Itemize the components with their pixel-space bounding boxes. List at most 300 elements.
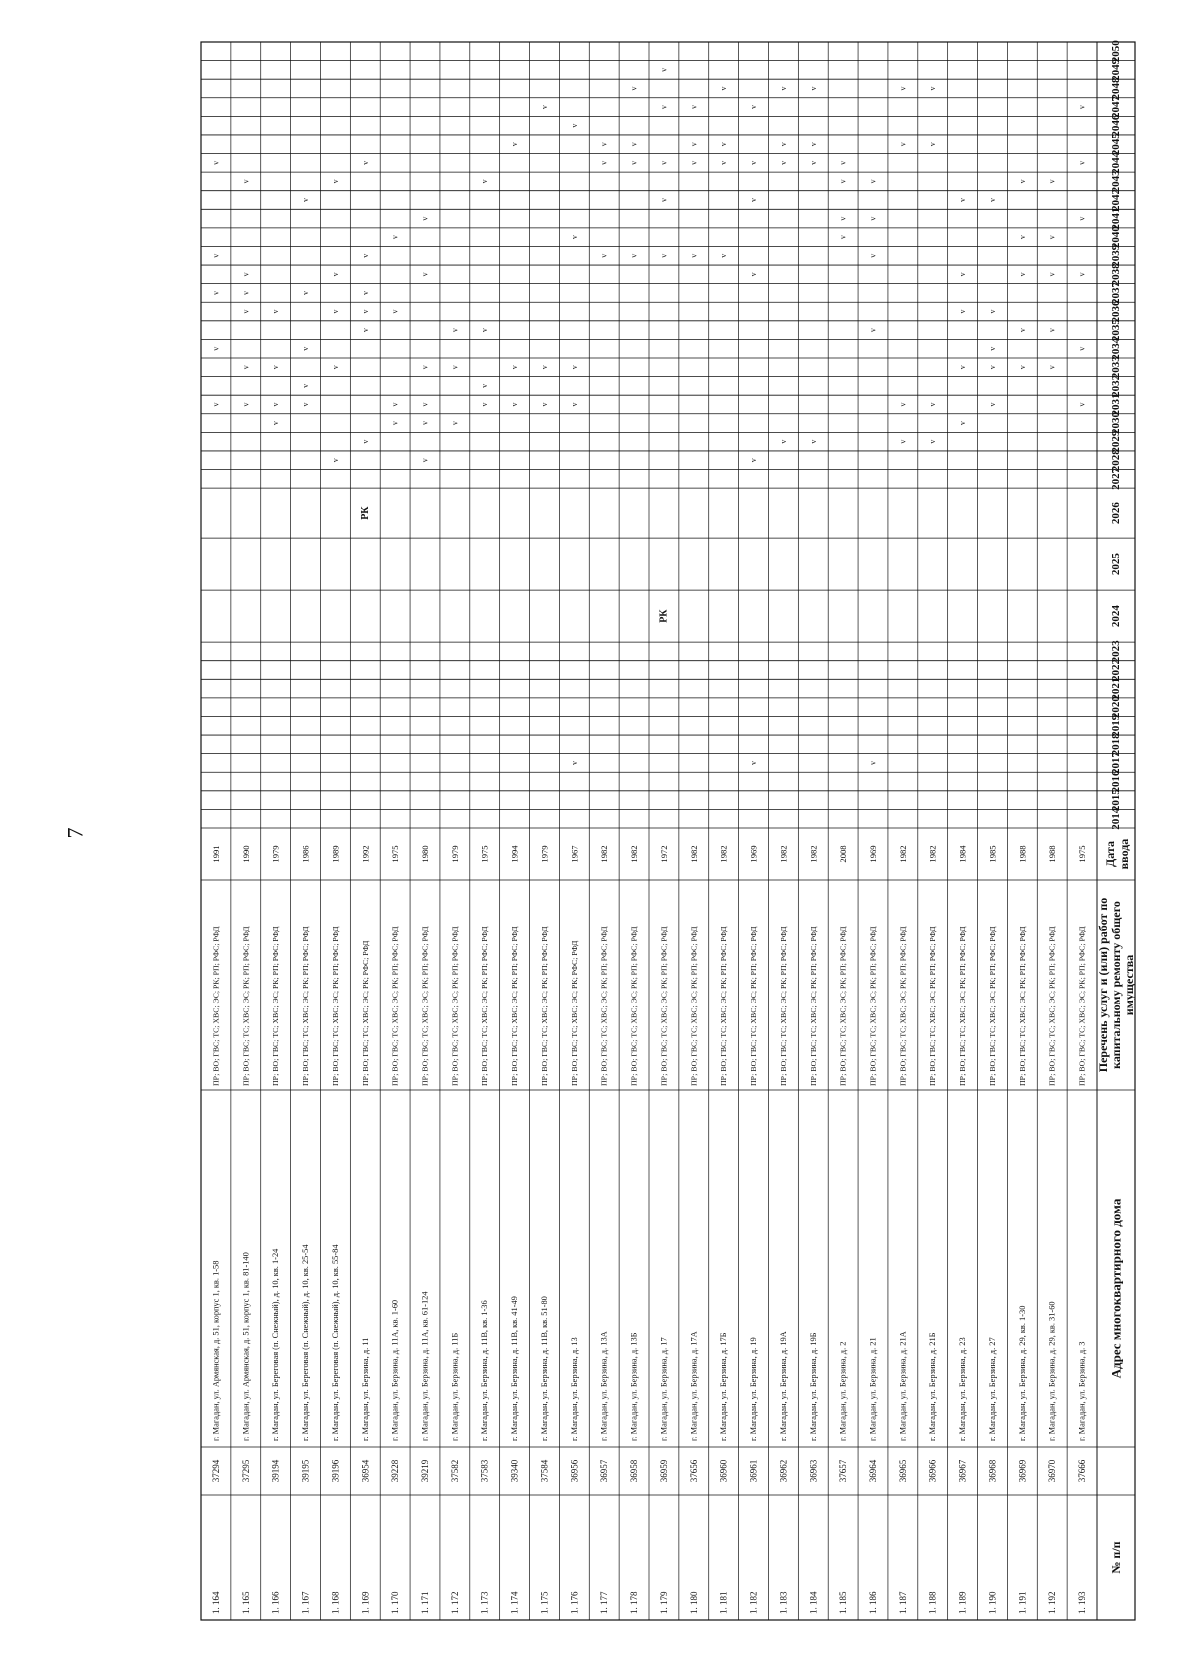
row-date: 1967 (569, 845, 580, 863)
work-mark-2033: v (987, 365, 997, 370)
row-code: 36957 (599, 1459, 610, 1483)
row-date: 1990 (240, 845, 251, 863)
row-date: 1982 (629, 845, 640, 863)
row-works: ПР; ВО; ГВС; ТС; ХВС; ЭС; РК; РП; РФС; РФД (510, 926, 520, 1086)
work-mark-2039: v (360, 253, 370, 258)
row-code: 36963 (808, 1459, 819, 1483)
row-number: 1. 169 (360, 1591, 371, 1614)
work-mark-2044: v (1077, 160, 1087, 165)
work-mark-2044: v (629, 160, 639, 165)
header-year-2022: 2022 (1110, 659, 1122, 681)
row-code: 37584 (539, 1459, 550, 1483)
work-mark-2036: v (958, 309, 968, 314)
row-number: 1. 185 (838, 1591, 849, 1614)
work-mark-2031: v (510, 402, 520, 407)
table-row (330, 179, 340, 1614)
work-mark-2033: v (958, 365, 968, 370)
row-works: ПР; ВО; ГВС; ТС; ХВС; ЭС; РК; РП; РФС; РФД (420, 926, 430, 1086)
row-code: 36964 (868, 1459, 878, 1483)
work-mark-2037: v (301, 290, 311, 295)
row-address: г. Магадан, ул. Армянская, д. 51, корпус 1, кв. 81-140 (241, 1252, 251, 1441)
work-mark-2045: v (719, 142, 729, 147)
row-number: 1. 187 (897, 1591, 908, 1614)
work-mark-2044: v (778, 160, 788, 165)
header-year-2014: 2014 (1110, 807, 1122, 830)
header-date-line: Дата (1103, 841, 1117, 867)
header-works-line: Перечень услуг и (или) работ по (1096, 897, 1110, 1073)
work-mark-2035: v (480, 328, 490, 333)
row-code: 36969 (1017, 1459, 1028, 1483)
table-row (719, 86, 729, 1614)
work-mark-2040: v (1047, 235, 1057, 240)
row-works: ПР; ВО; ГВС; ТС; ХВС; ЭС; РК; РП; РФС; РФД (868, 926, 878, 1086)
work-mark-2029: v (778, 439, 788, 444)
row-number: 1. 168 (330, 1591, 341, 1614)
work-mark-2044: v (808, 160, 818, 165)
work-mark-2044: v (659, 160, 669, 165)
work-mark-2045: v (778, 142, 788, 147)
work-mark-2031: v (301, 402, 311, 407)
work-mark-2046: v (569, 123, 579, 128)
work-mark-2033: v (241, 365, 251, 370)
header-year-2028: 2028 (1110, 449, 1122, 472)
work-mark-2024: РК (658, 609, 670, 623)
work-mark-2036: v (390, 309, 400, 314)
row-address: г. Магадан, ул. Берзина, д. 27 (987, 1337, 997, 1441)
row-works: ПР; ВО; ГВС; ТС; ХВС; ЭС; РК; РП; РФС; РФД (808, 926, 818, 1086)
table-row (1017, 179, 1027, 1614)
work-mark-2031: v (1077, 402, 1087, 407)
work-mark-2035: v (450, 328, 460, 333)
work-mark-2033: v (420, 365, 430, 370)
header-works-line: капитальному ремонту общего (1109, 901, 1123, 1069)
work-mark-2042: v (987, 198, 997, 202)
work-mark-2038: v (1047, 272, 1057, 277)
work-mark-2039: v (659, 253, 669, 258)
work-mark-2047: v (689, 105, 699, 110)
work-mark-2039: v (868, 253, 878, 258)
work-mark-2033: v (271, 365, 281, 370)
work-mark-2034: v (211, 346, 221, 351)
row-address: г. Магадан, ул. Берзина, д. 3 (1077, 1341, 1087, 1441)
work-mark-2048: v (629, 86, 639, 91)
row-code: 39340 (509, 1459, 520, 1483)
work-mark-2031: v (539, 402, 549, 407)
row-date: 1979 (449, 845, 460, 863)
row-address: г. Магадан, ул. Берзина, д. 29, кв. 31-60 (1047, 1301, 1057, 1441)
header-year-2020: 2020 (1110, 696, 1122, 719)
work-mark-2026: РК (359, 506, 371, 520)
row-works: ПР; ВО; ГВС; ТС; ХВС; ЭС; РК; РП; РФС; РФД (1047, 926, 1057, 1086)
work-mark-2043: v (330, 179, 340, 184)
table-row (301, 198, 311, 1614)
row-number: 1. 172 (449, 1591, 460, 1614)
row-number: 1. 189 (957, 1591, 968, 1614)
row-number: 1. 193 (1077, 1591, 1088, 1614)
work-mark-2044: v (689, 160, 699, 165)
header-year-2019: 2019 (1110, 714, 1122, 737)
row-address: г. Магадан, ул. Берзина, д. 29, кв. 1-30 (1017, 1305, 1027, 1441)
work-mark-2043: v (838, 179, 848, 184)
row-number: 1. 182 (748, 1591, 759, 1614)
row-works: ПР; ВО; ГВС; ТС; ХВС; ЭС; РК; РП; РФС; РФД (898, 926, 908, 1086)
row-address: г. Магадан, ул. Берзина, д. 17А (689, 1331, 699, 1441)
row-address: г. Магадан, ул. Береговая (п. Снежный), д. 10, кв. 1-24 (271, 1248, 281, 1441)
header-year-2029: 2029 (1110, 430, 1122, 453)
work-mark-2031: v (390, 402, 400, 407)
work-mark-2043: v (868, 179, 878, 184)
table-row (1047, 179, 1057, 1614)
row-works: ПР; ВО; ГВС; ТС; ХВС; ЭС; РК; РФС; РФД (569, 940, 579, 1086)
work-mark-2039: v (211, 253, 221, 258)
row-address: г. Магадан, ул. Берзина, д. 11Б (450, 1332, 460, 1441)
row-address: г. Магадан, ул. Берзина, д. 11В, кв. 51-80 (539, 1296, 549, 1441)
work-mark-2038: v (1077, 272, 1087, 277)
row-works: ПР; ВО; ГВС; ТС; ХВС; ЭС; РК; РП; РФС; РФД (1017, 926, 1027, 1086)
work-mark-2048: v (778, 86, 788, 91)
header-year-2027: 2027 (1110, 467, 1122, 490)
work-mark-2030: v (420, 421, 430, 426)
table-row (658, 68, 669, 1614)
row-works: ПР; ВО; ГВС; ТС; ХВС; ЭС; РК; РП; РФС; РФД (838, 926, 848, 1086)
row-works: ПР; ВО; ГВС; ТС; ХВС; ЭС; РК; РП; РФС; РФД (271, 926, 281, 1086)
row-date: 1988 (1017, 845, 1028, 863)
row-address: г. Магадан, ул. Берзина, д. 23 (958, 1337, 968, 1441)
work-mark-2040: v (569, 235, 579, 240)
table-row (928, 86, 938, 1614)
header-year-2043: 2043 (1110, 170, 1122, 193)
work-mark-2039: v (689, 253, 699, 258)
row-date: 2008 (838, 845, 849, 863)
table-row (778, 86, 788, 1614)
work-mark-2032: v (301, 383, 311, 388)
row-number: 1. 170 (390, 1591, 401, 1614)
work-mark-2039: v (599, 253, 609, 258)
work-mark-2017: v (749, 760, 759, 765)
row-address: г. Магадан, ул. Берзина, д. 11А, кв. 61-124 (420, 1291, 430, 1441)
header-year-2041: 2041 (1110, 207, 1122, 230)
row-date: 1972 (658, 845, 669, 863)
header-year-2034: 2034 (1110, 337, 1122, 360)
row-number: 1. 173 (479, 1591, 490, 1614)
row-number: 1. 174 (509, 1591, 520, 1614)
row-date: 1982 (688, 845, 699, 863)
row-works: ПР; ВО; ГВС; ТС; ХВС; ЭС; РК; РП; РФС; РФД (480, 926, 490, 1086)
header-year-2026: 2026 (1110, 502, 1122, 525)
row-date: 1982 (897, 845, 908, 863)
row-code: 37294 (210, 1459, 221, 1483)
row-code: 36960 (718, 1459, 729, 1483)
work-mark-2047: v (1077, 105, 1087, 110)
table-row (450, 328, 460, 1614)
table-row (1077, 105, 1087, 1614)
work-mark-2045: v (629, 142, 639, 147)
header-year-2016: 2016 (1110, 770, 1122, 793)
row-works: ПР; ВО; ГВС; ТС; ХВС; ЭС; РК; РП; РФС; РФД (719, 926, 729, 1086)
row-address: г. Магадан, ул. Береговая (п. Снежный), д. 10, кв. 25-54 (301, 1244, 311, 1441)
work-mark-2045: v (599, 142, 609, 147)
row-code: 39219 (420, 1459, 430, 1483)
table-row (241, 179, 251, 1614)
work-mark-2048: v (898, 86, 908, 91)
row-number: 1. 176 (569, 1591, 580, 1614)
header-year-2035: 2035 (1110, 319, 1122, 342)
work-mark-2042: v (659, 198, 669, 202)
row-code: 36958 (629, 1459, 640, 1483)
work-mark-2039: v (629, 253, 639, 258)
row-address: г. Магадан, ул. Берзина, д. 11 (360, 1337, 370, 1441)
table-row (271, 310, 281, 1614)
work-mark-2044: v (360, 160, 370, 165)
work-mark-2045: v (898, 142, 908, 147)
work-mark-2028: v (420, 458, 430, 463)
header-year-2046: 2046 (1110, 114, 1122, 137)
work-mark-2049: v (659, 67, 669, 72)
row-code: 36954 (360, 1459, 371, 1483)
header-date-line: ввода (1117, 838, 1131, 870)
row-date: 1985 (987, 845, 998, 863)
table-row (569, 124, 579, 1614)
table-row (958, 198, 968, 1614)
work-mark-2041: v (838, 216, 848, 221)
row-number: 1. 171 (420, 1591, 430, 1614)
work-mark-2044: v (211, 160, 221, 165)
work-mark-2029: v (808, 439, 818, 444)
row-address: г. Магадан, ул. Берзина, д. 2 (838, 1341, 848, 1441)
work-mark-2031: v (211, 402, 221, 407)
work-mark-2043: v (480, 179, 490, 184)
row-works: ПР; ВО; ГВС; ТС; ХВС; ЭС; РК; РП; РФС; РФД (987, 926, 997, 1086)
work-mark-2034: v (301, 346, 311, 351)
row-code: 36956 (569, 1459, 580, 1483)
work-mark-2036: v (241, 309, 251, 314)
work-mark-2045: v (689, 142, 699, 147)
row-code: 36959 (658, 1459, 669, 1483)
row-address: г. Магадан, ул. Берзина, д. 11А, кв. 1-60 (390, 1299, 400, 1441)
work-mark-2034: v (1077, 346, 1087, 351)
row-number: 1. 186 (868, 1591, 878, 1614)
row-date: 1982 (927, 845, 938, 863)
work-mark-2044: v (599, 160, 609, 165)
work-mark-2045: v (510, 142, 520, 147)
work-mark-2017: v (569, 760, 579, 765)
row-number: 1. 180 (688, 1591, 699, 1614)
table-row (599, 142, 609, 1614)
row-address: г. Магадан, ул. Армянская, д. 51, корпус 1, кв. 1-58 (211, 1260, 221, 1441)
row-code: 37295 (240, 1459, 251, 1483)
header-year-2042: 2042 (1110, 189, 1122, 211)
work-mark-2029: v (928, 439, 938, 444)
row-address: г. Магадан, ул. Берзина, д. 19Б (808, 1332, 818, 1441)
work-mark-2028: v (330, 458, 340, 463)
row-code: 39196 (330, 1459, 341, 1483)
work-mark-2039: v (719, 253, 729, 258)
row-address: г. Магадан, ул. Берзина, д. 13Б (629, 1332, 639, 1441)
row-number: 1. 181 (718, 1591, 729, 1614)
table-row (987, 198, 997, 1614)
row-date: 1984 (957, 845, 968, 863)
work-mark-2038: v (330, 272, 340, 277)
work-mark-2047: v (749, 105, 759, 110)
work-mark-2029: v (898, 439, 908, 444)
work-mark-2033: v (569, 365, 579, 370)
work-mark-2030: v (271, 421, 281, 426)
work-mark-2042: v (301, 198, 311, 202)
row-code: 36966 (927, 1459, 938, 1483)
work-mark-2041: v (1077, 216, 1087, 221)
work-mark-2031: v (480, 402, 490, 407)
row-works: ПР; ВО; ГВС; ТС; ХВС; ЭС; РК; РП; РФС; РФД (330, 926, 340, 1086)
work-mark-2042: v (958, 198, 968, 202)
row-works: ПР; ВО; ГВС; ТС; ХВС; ЭС; РК; РП; РФС; РФД (450, 926, 460, 1086)
header-year-2050: 2050 (1110, 40, 1122, 63)
work-mark-2030: v (390, 421, 400, 426)
work-mark-2045: v (808, 142, 818, 147)
header-year-2040: 2040 (1110, 226, 1122, 249)
row-works: ПР; ВО; ГВС; ТС; ХВС; ЭС; РК; РП; РФС; РФД (629, 926, 639, 1086)
work-mark-2031: v (420, 402, 430, 407)
row-address: г. Магадан, ул. Берзина, д. 19 (749, 1337, 759, 1441)
table-row (420, 217, 430, 1614)
row-number: 1. 177 (599, 1591, 610, 1614)
row-works: ПР; ВО; ГВС; ТС; ХВС; ЭС; РК; РП; РФС; РФД (958, 926, 968, 1086)
row-works: ПР; ВО; ГВС; ТС; ХВС; ЭС; РК; РП; РФС; РФД (241, 926, 251, 1086)
row-number: 1. 175 (539, 1591, 550, 1614)
work-mark-2033: v (1047, 365, 1057, 370)
work-mark-2030: v (450, 421, 460, 426)
work-mark-2036: v (271, 309, 281, 314)
row-date: 1988 (1047, 845, 1058, 863)
work-mark-2030: v (958, 421, 968, 426)
row-works: ПР; ВО; ГВС; ТС; ХВС; ЭС; РК; РП; РФС; РФД (928, 926, 938, 1086)
work-mark-2033: v (510, 365, 520, 370)
work-mark-2040: v (1017, 235, 1027, 240)
work-mark-2033: v (330, 365, 340, 370)
work-mark-2038: v (749, 272, 759, 277)
work-mark-2035: v (868, 328, 878, 333)
row-works: ПР; ВО; ГВС; ТС; ХВС; ЭС; РК; РП; РФС; РФД (301, 926, 311, 1086)
row-number: 1. 164 (210, 1591, 221, 1614)
work-mark-2036: v (987, 309, 997, 314)
table-row (510, 142, 520, 1614)
row-code: 39195 (300, 1459, 311, 1483)
row-number: 1. 179 (658, 1591, 669, 1614)
row-date: 1982 (718, 845, 729, 863)
header-year-2021: 2021 (1110, 677, 1122, 700)
row-date: 1975 (479, 845, 490, 863)
row-date: 1979 (270, 845, 281, 863)
row-code: 36965 (897, 1459, 908, 1483)
work-mark-2037: v (211, 290, 221, 295)
table-row (539, 105, 549, 1614)
row-works: ПР; ВО; ГВС; ТС; ХВС; ЭС; РК; РФС; РФД (360, 940, 370, 1086)
row-code: 36961 (748, 1459, 759, 1483)
header-year-2036: 2036 (1110, 300, 1122, 323)
work-mark-2047: v (539, 105, 549, 110)
work-mark-2031: v (271, 402, 281, 407)
work-mark-2048: v (808, 86, 818, 91)
row-code: 37656 (688, 1459, 699, 1483)
header-year-2023: 2023 (1110, 640, 1122, 663)
header-works-line: имущества (1122, 954, 1136, 1016)
work-mark-2042: v (749, 198, 759, 202)
work-mark-2029: v (360, 439, 370, 444)
row-date: 1992 (360, 845, 371, 863)
row-date: 1989 (330, 845, 341, 863)
row-works: ПР; ВО; ГВС; ТС; ХВС; ЭС; РК; РП; РФС; РФД (689, 926, 699, 1086)
header-year-2024: 2024 (1110, 605, 1122, 628)
work-mark-2031: v (898, 402, 908, 407)
table-row (689, 105, 699, 1614)
work-mark-2031: v (241, 402, 251, 407)
row-date: 1982 (778, 845, 789, 863)
work-mark-2017: v (868, 760, 878, 765)
row-number: 1. 192 (1047, 1591, 1058, 1614)
work-mark-2044: v (838, 160, 848, 165)
work-mark-2044: v (719, 160, 729, 165)
row-date: 1986 (300, 845, 311, 863)
header-year-2033: 2033 (1110, 356, 1122, 379)
row-code: 37583 (479, 1459, 490, 1483)
header-year-2045: 2045 (1110, 133, 1122, 156)
work-mark-2032: v (480, 383, 490, 388)
row-address: г. Магадан, ул. Береговая (п. Снежный), д. 10, кв. 55-84 (330, 1244, 340, 1441)
row-works: ПР; ВО; ГВС; ТС; ХВС; ЭС; РК; РП; РФС; РФД (539, 926, 549, 1086)
work-mark-2033: v (539, 365, 549, 370)
row-works: ПР; ВО; ГВС; ТС; ХВС; ЭС; РК; РП; РФС; РФД (390, 926, 400, 1086)
row-code: 36962 (778, 1459, 789, 1483)
work-mark-2038: v (958, 272, 968, 277)
work-mark-2041: v (420, 216, 430, 221)
work-mark-2031: v (569, 402, 579, 407)
header-year-2049: 2049 (1110, 58, 1122, 81)
work-mark-2043: v (1047, 179, 1057, 184)
row-date: 1980 (420, 845, 430, 863)
header-number: № п/п (1109, 1541, 1123, 1574)
work-mark-2036: v (330, 309, 340, 314)
row-number: 1. 188 (927, 1591, 938, 1614)
row-number: 1. 190 (987, 1591, 998, 1614)
work-mark-2043: v (1017, 179, 1027, 184)
row-code: 36968 (987, 1459, 998, 1483)
row-address: г. Магадан, ул. Берзина, д. 11В, кв. 1-36 (480, 1300, 490, 1441)
table-row (390, 235, 400, 1614)
work-mark-2038: v (420, 272, 430, 277)
work-mark-2028: v (749, 458, 759, 463)
work-mark-2047: v (659, 105, 669, 110)
work-mark-2035: v (1047, 328, 1057, 333)
table-row (749, 105, 759, 1614)
row-number: 1. 178 (629, 1591, 640, 1614)
row-works: ПР; ВО; ГВС; ТС; ХВС; ЭС; РК; РП; РФС; РФД (778, 926, 788, 1086)
row-date: 1969 (868, 845, 878, 863)
work-mark-2045: v (928, 142, 938, 147)
row-address: г. Магадан, ул. Берзина, д. 17Б (719, 1332, 729, 1441)
row-date: 1994 (509, 845, 520, 863)
work-mark-2031: v (987, 402, 997, 407)
header-year-2048: 2048 (1110, 77, 1122, 100)
work-mark-2035: v (1017, 328, 1027, 333)
work-mark-2048: v (928, 86, 938, 91)
row-address: г. Магадан, ул. Берзина, д. 17 (659, 1337, 669, 1441)
header-year-2017: 2017 (1110, 751, 1122, 774)
row-address: г. Магадан, ул. Берзина, д. 13А (599, 1331, 609, 1441)
table-row (480, 179, 490, 1614)
row-number: 1. 167 (300, 1591, 311, 1614)
work-mark-2036: v (360, 309, 370, 314)
header-year-2030: 2030 (1110, 412, 1122, 435)
row-works: ПР; ВО; ГВС; ТС; ХВС; ЭС; РК; РП; РФС; РФД (659, 926, 669, 1086)
